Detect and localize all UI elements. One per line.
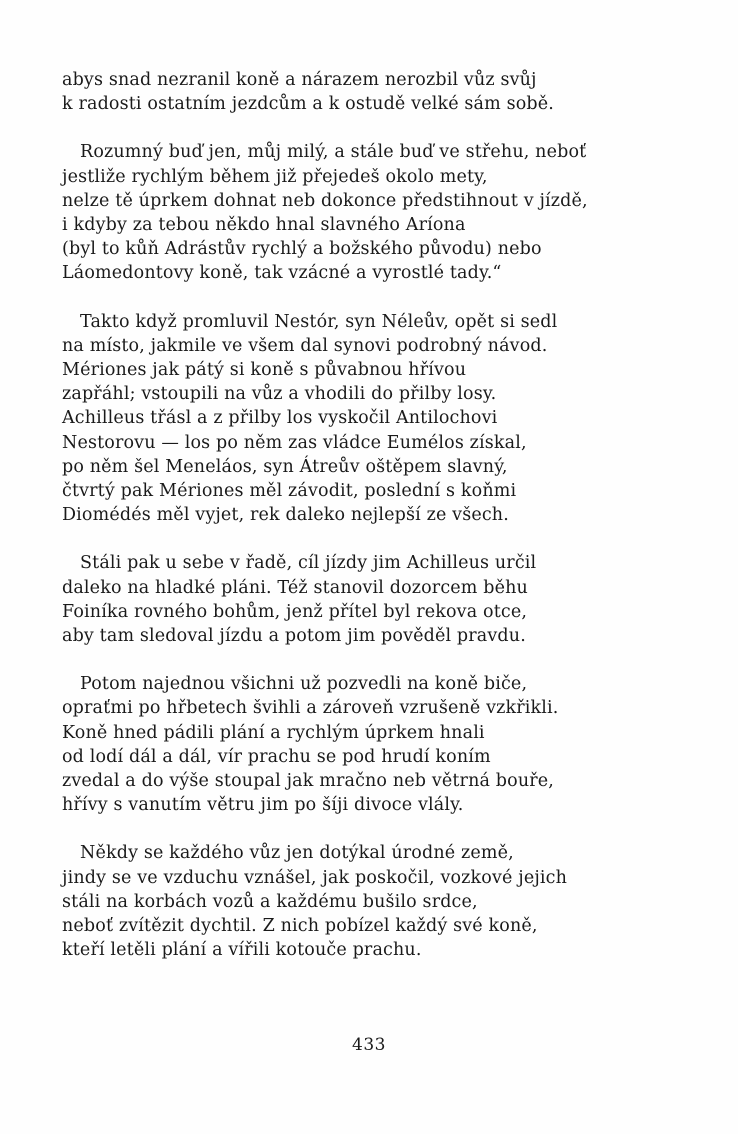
verse-line: Mériones jak pátý si koně s půvabnou hřívou <box>62 360 467 381</box>
verse-line: Nestorovu — los po něm zas vládce Eumélos získal, <box>62 432 527 453</box>
stanza <box>62 310 702 528</box>
verse-line: abys snad nezranil koně a nárazem nerozbil vůz svůj <box>62 70 537 90</box>
verse-line: nelze tě úprkem dohnat neb dokonce předstihnout v jízdě, <box>62 190 588 211</box>
verse-line: (byl to kůň Adrástův rychlý a božského původu) nebo <box>62 239 542 260</box>
stanza <box>62 672 702 817</box>
verse-line: Někdy se každého vůz jen dotýkal úrodné země, <box>80 843 514 864</box>
stanza <box>62 841 702 962</box>
verse-line: kteří letěli plání a vířili kotouče prachu. <box>62 940 422 961</box>
verse-line: hřívy s vanutím větru jim po šíji divoce vlály. <box>62 795 464 816</box>
verse-line: stáli na korbách vozů a každému bušilo srdce, <box>62 891 478 912</box>
stanza <box>62 140 702 285</box>
poem-text <box>62 68 702 987</box>
page-number: 433 <box>352 1035 386 1055</box>
verse-line: zapřáhl; vstoupili na vůz a vhodili do přilby losy. <box>62 384 497 405</box>
verse-line: Stáli pak u sebe v řadě, cíl jízdy jim Achilleus určil <box>80 553 537 574</box>
verse-line: po něm šel Meneláos, syn Átreův oštěpem slavný, <box>62 456 508 477</box>
verse-line: od lodí dál a dál, vír prachu se pod hrudí koním <box>62 746 491 767</box>
verse-line: Takto když promluvil Nestór, syn Néleův, opět si sedl <box>80 311 558 332</box>
verse-line: Potom najednou všichni už pozvedli na koně biče, <box>80 674 528 695</box>
verse-line: na místo, jakmile ve všem dal synovi podrobný návod. <box>62 335 548 356</box>
verse-line: aby tam sledoval jízdu a potom jim pověděl pravdu. <box>62 626 526 647</box>
verse-line: opraťmi po hřbetech švihli a zároveň vzrušeně vzkřikli. <box>62 698 559 719</box>
verse-line: Achilleus třásl a z přilby los vyskočil Antilochovi <box>62 408 498 429</box>
verse-line: Diomédés měl vyjet, rek daleko nejlepší ze všech. <box>62 505 509 526</box>
verse-line: daleko na hladké pláni. Též stanovil dozorcem běhu <box>62 577 528 598</box>
verse-line: Foiníka rovného bohům, jenž přítel byl rekova otce, <box>62 601 528 622</box>
verse-line: i kdyby za tebou někdo hnal slavného Aríona <box>62 215 466 236</box>
verse-line: Rozumný buď jen, můj milý, a stále buď ve střehu, neboť <box>80 142 587 163</box>
stanza <box>62 68 702 116</box>
verse-line: Láomedontovy koně, tak vzácné a vyrostlé tady.“ <box>62 263 502 284</box>
verse-line: zvedal a do výše stoupal jak mračno neb větrná bouře, <box>62 771 554 792</box>
verse-line: čtvrtý pak Mériones měl závodit, poslední s koňmi <box>62 481 517 502</box>
verse-line: jindy se ve vzduchu vznášel, jak poskočil, vozkové jejich <box>62 867 568 888</box>
stanza <box>62 551 702 648</box>
verse-line: k radosti ostatním jezdcům a k ostudě velké sám sobě. <box>62 94 554 115</box>
verse-line: Koně hned pádili plání a rychlým úprkem hnali <box>62 722 485 743</box>
verse-line: neboť zvítězit dychtil. Z nich pobízel každý své koně, <box>62 916 538 937</box>
verse-line: jestliže rychlým během již přejedeš okolo mety, <box>62 166 488 187</box>
